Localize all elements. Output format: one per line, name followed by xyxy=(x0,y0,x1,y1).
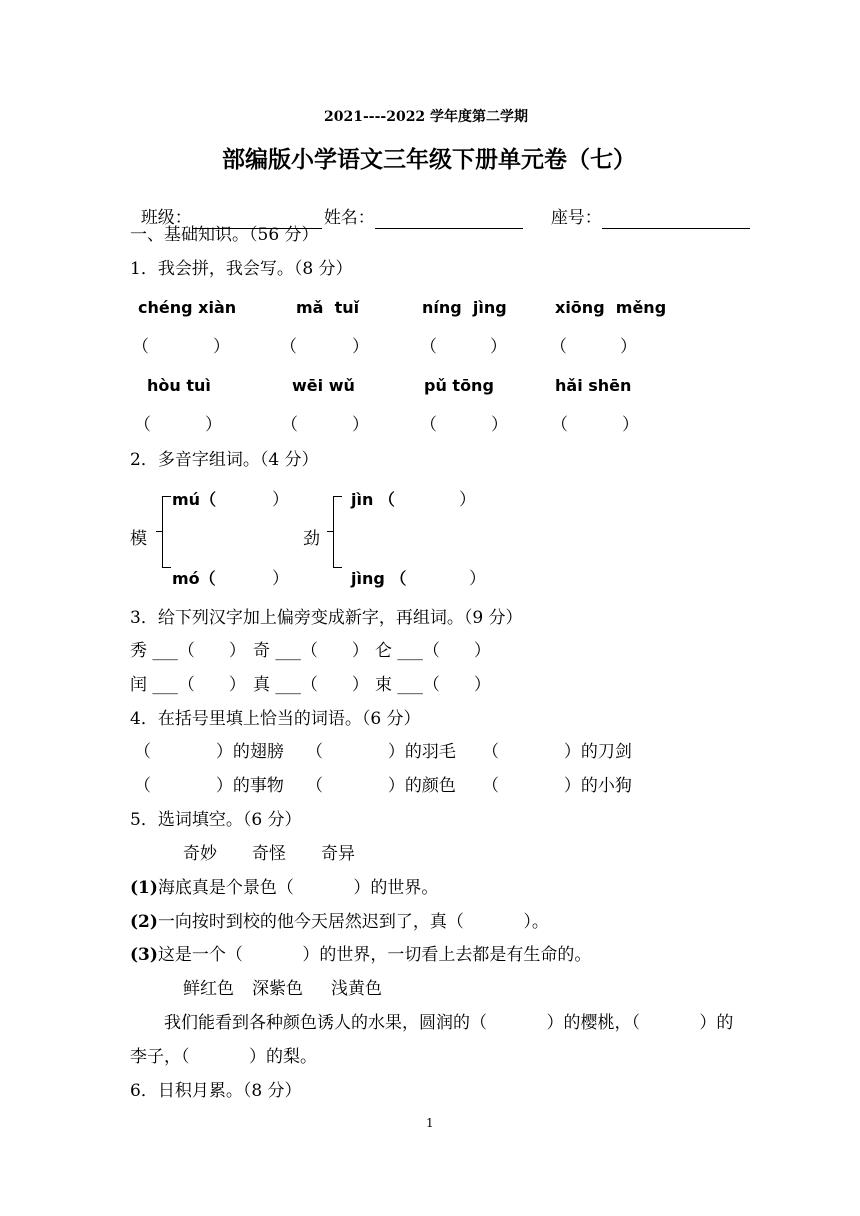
word-option: 奇妙 xyxy=(183,844,217,864)
fill-phrase[interactable]: （ ）的颜色 xyxy=(306,776,456,796)
polyphone-reading xyxy=(351,568,406,590)
fill-phrase[interactable]: （ ）的小狗 xyxy=(482,776,632,796)
section-heading: 一、基础知识。（56 分） xyxy=(130,225,319,245)
answer-paren-close: ） xyxy=(352,415,369,435)
brace-tip xyxy=(327,531,333,532)
fill-paragraph-line[interactable]: 我们能看到各种颜色诱人的水果，圆润的（ ）的樱桃，（ ）的 xyxy=(164,1013,734,1033)
fill-phrase[interactable]: （ ）的翅膀 xyxy=(134,742,284,762)
base-char: 秀 xyxy=(130,641,147,661)
pinyin-item: xiōng měng xyxy=(555,298,667,317)
sentence-number: (3) xyxy=(130,945,158,965)
answer-paren-close: ） xyxy=(469,569,486,589)
base-char: 仑 xyxy=(375,641,392,661)
answer-paren-close: ） xyxy=(491,415,508,435)
answer-paren-close: ） xyxy=(459,490,476,510)
word-option: 奇异 xyxy=(321,844,355,864)
word-option: 浅黄色 xyxy=(331,979,382,999)
sentence-3[interactable] xyxy=(130,944,591,966)
answer-paren-close: ） xyxy=(213,337,230,357)
sentence-1[interactable] xyxy=(130,877,438,899)
answer-paren-open[interactable]: （ xyxy=(550,337,567,357)
pinyin-jin: jìn （ xyxy=(351,490,395,509)
answer-paren-close: ） xyxy=(272,569,289,589)
fill-phrase[interactable]: （ ）的刀剑 xyxy=(482,742,632,762)
question-5-heading: 5．选词填空。（6 分） xyxy=(130,810,302,830)
polyphone-reading xyxy=(172,568,216,590)
answer-paren-close: ） xyxy=(352,337,369,357)
answer-blank[interactable]: ___（ xyxy=(275,675,318,695)
radical-item xyxy=(375,674,491,696)
sentence-text: 这是一个（ ）的世界，一切看上去都是有生命的。 xyxy=(157,945,592,965)
answer-paren-close: ） xyxy=(473,641,491,661)
seat-input-line[interactable] xyxy=(602,212,750,229)
answer-paren-close: ） xyxy=(272,490,289,510)
base-char: 闰 xyxy=(130,675,147,695)
answer-paren-close: ） xyxy=(205,415,222,435)
base-char: 真 xyxy=(253,675,270,695)
answer-paren-close: ） xyxy=(622,415,639,435)
answer-blank[interactable]: ___（ xyxy=(275,641,318,661)
brace-tip xyxy=(156,531,162,532)
pinyin-item: mǎ tuǐ xyxy=(296,298,360,317)
word-option: 奇怪 xyxy=(252,844,286,864)
polyphone-reading xyxy=(172,489,216,511)
pinyin-jing: jìng （ xyxy=(351,569,407,588)
page-number: 1 xyxy=(426,1116,434,1130)
page-title: 部编版小学语文三年级下册单元卷（七） xyxy=(222,146,636,173)
sentence-number: (1) xyxy=(130,878,158,898)
answer-paren-close: ） xyxy=(351,641,369,661)
pinyin-item: pǔ tōng xyxy=(424,376,494,395)
pinyin-item: hòu tuì xyxy=(147,376,211,395)
base-char: 奇 xyxy=(253,641,270,661)
answer-paren-close: ） xyxy=(228,641,246,661)
sentence-number: (2) xyxy=(130,912,158,932)
seat-label: 座号： xyxy=(550,208,602,228)
answer-paren-open[interactable]: （ xyxy=(420,415,437,435)
radical-item xyxy=(253,640,369,662)
question-6-heading: 6．日积月累。（8 分） xyxy=(130,1081,302,1101)
polyphone-reading xyxy=(351,489,395,511)
pinyin-item: wēi wǔ xyxy=(292,376,355,395)
question-4-heading: 4．在括号里填上恰当的词语。（6 分） xyxy=(130,709,421,729)
polyphone-char: 模 xyxy=(130,529,147,549)
fill-phrase[interactable]: （ ）的羽毛 xyxy=(306,742,456,762)
pinyin-item: chéng xiàn xyxy=(138,298,237,317)
answer-paren-close: ） xyxy=(228,675,246,695)
question-3-heading: 3．给下列汉字加上偏旁变成新字，再组词。（9 分） xyxy=(130,608,523,628)
answer-paren-close: ） xyxy=(473,675,491,695)
left-brace xyxy=(333,496,342,568)
word-option: 鲜红色 xyxy=(183,979,234,999)
question-2-heading: 2．多音字组词。（4 分） xyxy=(130,450,319,470)
answer-paren-open[interactable]: （ xyxy=(281,415,298,435)
pinyin-mo: mó（ xyxy=(172,569,216,588)
answer-paren-open[interactable]: （ xyxy=(132,337,149,357)
pinyin-item: níng jìng xyxy=(422,298,507,317)
seat-field xyxy=(540,185,750,229)
answer-blank[interactable]: ___（ xyxy=(397,675,440,695)
answer-paren-open[interactable]: （ xyxy=(280,337,297,357)
name-field xyxy=(313,185,523,229)
radical-item xyxy=(375,640,491,662)
radical-item xyxy=(253,674,369,696)
name-input-line[interactable] xyxy=(375,212,523,229)
fill-phrase[interactable]: （ ）的事物 xyxy=(134,776,284,796)
answer-paren-open[interactable]: （ xyxy=(551,415,568,435)
left-brace xyxy=(162,496,171,568)
base-char: 束 xyxy=(375,675,392,695)
answer-blank[interactable]: ___（ xyxy=(397,641,440,661)
question-1-heading: 1．我会拼，我会写。（8 分） xyxy=(130,259,353,279)
answer-paren-open[interactable]: （ xyxy=(134,415,151,435)
answer-blank[interactable]: ___（ xyxy=(152,675,195,695)
answer-blank[interactable]: ___（ xyxy=(152,641,195,661)
sentence-2[interactable] xyxy=(130,911,549,933)
radical-item xyxy=(130,674,246,696)
answer-paren-close: ） xyxy=(490,337,507,357)
answer-paren-open[interactable]: （ xyxy=(420,337,437,357)
answer-paren-close: ） xyxy=(620,337,637,357)
pinyin-item: hǎi shēn xyxy=(555,376,632,395)
sentence-text: 海底真是个景色（ ）的世界。 xyxy=(157,878,439,898)
class-label: 班级： xyxy=(140,208,192,228)
word-option: 深紫色 xyxy=(252,979,303,999)
answer-paren-close: ） xyxy=(351,675,369,695)
pinyin-mu: mú（ xyxy=(172,490,217,509)
name-label: 姓名： xyxy=(323,208,375,228)
class-field xyxy=(130,185,322,229)
fill-paragraph-line[interactable]: 李子，（ ）的梨。 xyxy=(130,1047,317,1067)
radical-item xyxy=(130,640,246,662)
exam-term: 2021----2022 学年度第二学期 xyxy=(324,109,529,125)
polyphone-char: 劲 xyxy=(303,529,320,549)
sentence-text: 一向按时到校的他今天居然迟到了，真（ ）。 xyxy=(157,912,549,932)
